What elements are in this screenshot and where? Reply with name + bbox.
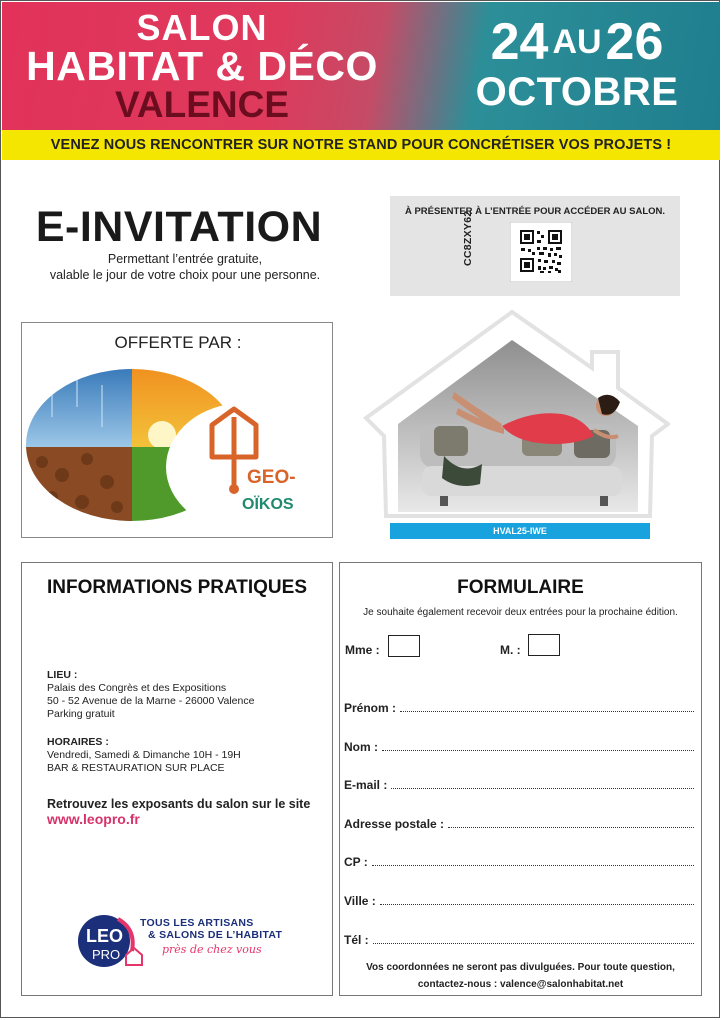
date-au: AU bbox=[552, 23, 602, 61]
venue-address: 50 - 52 Avenue de la Marne - 26000 Valence bbox=[47, 695, 255, 707]
tagline-bar: VENEZ NOUS RENCONTRER SUR NOTRE STAND POUR CONCRÉTISER VOS PROJETS ! bbox=[2, 130, 720, 160]
field-line bbox=[448, 827, 694, 828]
event-name-line2: HABITAT & DÉCO bbox=[26, 43, 378, 89]
leopro-tagline-3: près de chez vous bbox=[162, 943, 262, 956]
form-intro: Je souhaite également recevoir deux entrées pour la prochaine édition. bbox=[363, 607, 678, 618]
field-line bbox=[373, 943, 694, 944]
privacy-note: Vos coordonnées ne seront pas divulguées. Pour toute question, bbox=[366, 962, 675, 973]
event-dates bbox=[442, 13, 712, 114]
venue-parking: Parking gratuit bbox=[47, 708, 115, 720]
hours-section bbox=[47, 736, 241, 775]
header-banner bbox=[2, 2, 720, 130]
field-nom[interactable] bbox=[344, 738, 694, 754]
leopro-logo-icon bbox=[74, 911, 144, 969]
field-line bbox=[391, 788, 694, 789]
field-adresse[interactable] bbox=[344, 815, 694, 831]
house-illustration bbox=[362, 306, 670, 542]
form-footer bbox=[340, 959, 701, 993]
m-label: M. : bbox=[500, 643, 521, 657]
leopro-tagline-2: & SALONS DE L’HABITAT bbox=[148, 929, 283, 941]
invitation-subtitle-line1: Permettant l’entrée gratuite, bbox=[107, 252, 263, 266]
field-label: Nom : bbox=[344, 740, 378, 754]
field-line bbox=[400, 711, 694, 712]
field-prenom[interactable] bbox=[344, 699, 694, 715]
svg-text:PRO: PRO bbox=[92, 947, 121, 962]
form-panel bbox=[339, 562, 702, 996]
qr-code bbox=[510, 222, 572, 282]
hours-bar: BAR & RESTAURATION SUR PLACE bbox=[47, 762, 225, 774]
exhibitors-text: Retrouvez les exposants du salon sur le site bbox=[47, 797, 311, 811]
event-name-line1: SALON bbox=[136, 7, 268, 48]
invitation-subtitle bbox=[20, 251, 350, 283]
sponsor-panel bbox=[21, 322, 333, 538]
field-email[interactable] bbox=[344, 776, 694, 792]
qr-instruction: À PRÉSENTER À L’ENTRÉE POUR ACCÉDER AU SALON. bbox=[404, 206, 666, 217]
field-tel[interactable] bbox=[344, 931, 694, 947]
field-label: Ville : bbox=[344, 894, 376, 908]
qr-code-icon bbox=[510, 222, 572, 282]
svg-text:OÏKOS: OÏKOS bbox=[242, 496, 294, 513]
venue-label: LIEU : bbox=[47, 669, 78, 681]
svg-text:GEO-: GEO- bbox=[247, 467, 296, 488]
leopro-logo bbox=[74, 911, 294, 971]
field-ville[interactable] bbox=[344, 892, 694, 908]
m-checkbox[interactable] bbox=[528, 634, 560, 656]
field-line bbox=[372, 865, 694, 866]
sponsor-logo bbox=[22, 357, 332, 537]
venue-section bbox=[47, 669, 254, 721]
website-link[interactable]: www.leopro.fr bbox=[47, 811, 140, 827]
date-start: 24 bbox=[490, 13, 549, 71]
field-line bbox=[382, 750, 694, 751]
qr-code-text: CC8ZXY62 bbox=[462, 210, 474, 266]
date-end: 26 bbox=[605, 13, 664, 71]
house-image bbox=[362, 306, 670, 542]
svg-text:LEO: LEO bbox=[86, 926, 124, 946]
leopro-tagline-1: TOUS LES ARTISANS bbox=[140, 917, 254, 929]
field-label: CP : bbox=[344, 855, 368, 869]
ticket-code: HVAL25-IWE bbox=[390, 523, 650, 539]
info-panel bbox=[21, 562, 333, 996]
mme-label: Mme : bbox=[345, 643, 380, 657]
contact-email: contactez-nous : valence@salonhabitat.net bbox=[417, 979, 624, 990]
hours-label: HORAIRES : bbox=[47, 736, 109, 748]
sponsor-title: OFFERTE PAR : bbox=[114, 333, 242, 352]
form-title: FORMULAIRE bbox=[457, 577, 584, 598]
field-label: Tél : bbox=[344, 933, 369, 947]
field-cp[interactable] bbox=[344, 853, 694, 869]
invitation-subtitle-line2: valable le jour de votre choix pour une personne. bbox=[49, 268, 321, 282]
info-title: INFORMATIONS PRATIQUES bbox=[46, 577, 308, 598]
mme-checkbox[interactable] bbox=[388, 635, 420, 657]
event-city: VALENCE bbox=[114, 84, 290, 125]
venue-name: Palais des Congrès et des Expositions bbox=[47, 682, 227, 694]
field-label: Prénom : bbox=[344, 701, 397, 715]
field-label: Adresse postale : bbox=[344, 817, 445, 831]
date-month: OCTOBRE bbox=[475, 70, 679, 114]
field-label: E-mail : bbox=[344, 778, 388, 792]
hours-days: Vendredi, Samedi & Dimanche 10H - 19H bbox=[47, 749, 241, 761]
field-line bbox=[380, 904, 694, 905]
invitation-title: E-INVITATION bbox=[35, 203, 323, 251]
